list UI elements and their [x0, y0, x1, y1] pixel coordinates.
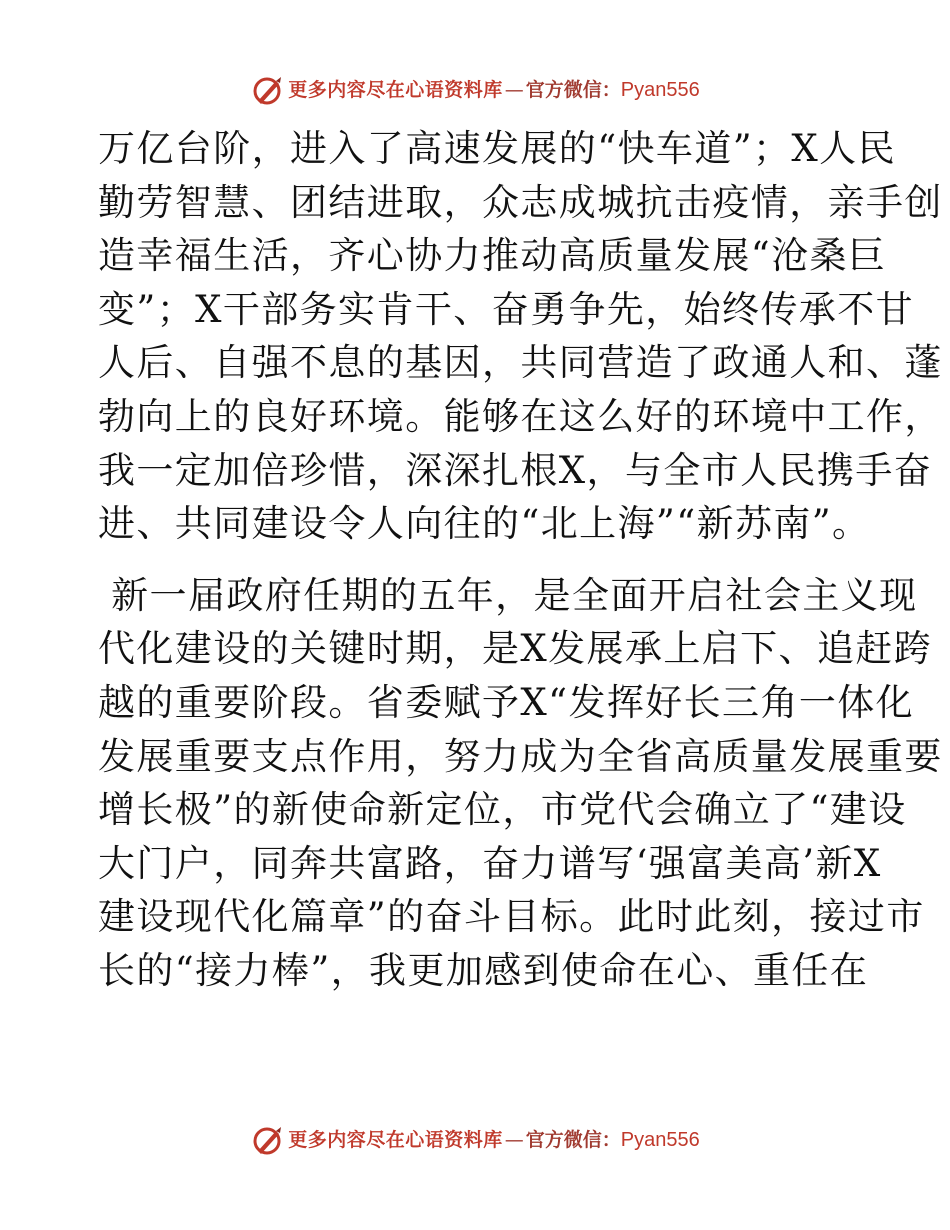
text-line: 变”；X干部务实肯干、奋勇争先，始终传承不甘 [98, 287, 915, 331]
paragraph-2 [98, 569, 943, 998]
header-banner [0, 70, 950, 110]
text-line: 勤劳智慧、团结进取，众志成城抗击疫情，亲手创 [98, 180, 943, 224]
text-line: 越的重要阶段。省委赋予X“发挥好长三角一体化 [98, 680, 915, 724]
text-line: 进、共同建设令人向往的“北上海”“新苏南”。 [98, 502, 871, 546]
text-line: 增长极”的新使命新定位，市党代会确立了“建设 [98, 788, 907, 832]
footer-banner [0, 1120, 950, 1160]
pen-logo-icon [250, 1123, 284, 1157]
text-line: 新一届政府任期的五年，是全面开启社会主义现 [98, 573, 918, 617]
text-line: 万亿台阶，进入了高速发展的“快车道”；X人民 [98, 127, 896, 170]
footer-brand-text: 更多内容尽在心语资料库 [288, 1128, 503, 1151]
text-line: 人后、自强不息的基因，共同营造了政通人和、蓬 [98, 341, 943, 385]
header-separator: — [504, 78, 524, 101]
paragraph-gap [98, 551, 858, 569]
text-line: 大门户，同奔共富路，奋力谱写‘强富美高’新X [98, 841, 882, 885]
footer-contact-label: 官方微信： [525, 1128, 621, 1151]
footer-separator: — [504, 1128, 524, 1151]
header-brand-text: 更多内容尽在心语资料库 [288, 78, 503, 101]
paragraph-1 [98, 122, 943, 551]
text-line: 代化建设的关键时期，是X发展承上启下、追赶跨 [98, 627, 933, 671]
document-body [98, 122, 943, 998]
header-contact-label: 官方微信： [525, 78, 621, 101]
text-line: 发展重要支点作用，努力成为全省高质量发展重要 [98, 734, 943, 778]
text-line: 勃向上的良好环境。能够在这么好的环境中工作， [98, 394, 943, 438]
text-line: 建设现代化篇章”的奋斗目标。此时此刻，接过市 [98, 895, 925, 939]
text-line: 长的“接力棒”，我更加感到使命在心、重任在 [98, 948, 869, 992]
text-line: 我一定加倍珍惜，深深扎根X，与全市人民携手奋 [98, 448, 933, 492]
text-line: 造幸福生活，齐心协力推动高质量发展“沧桑巨 [98, 234, 887, 278]
pen-logo-icon [250, 73, 284, 107]
footer-wechat-handle: Pyan556 [620, 1129, 700, 1151]
header-wechat-handle: Pyan556 [620, 79, 700, 101]
